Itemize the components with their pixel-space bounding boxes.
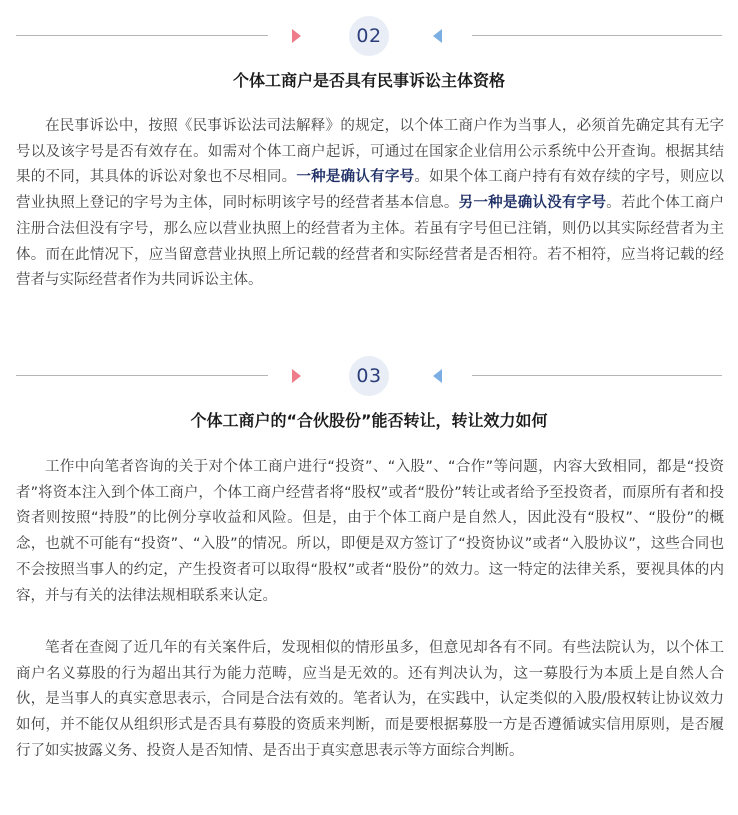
divider-line-left <box>16 35 268 36</box>
paragraph-text: 。若此个体工商户注册合法但没有字号，那么应以营业执照上的经营者为主体。若虽有字号但已注销，则仍以其实际经营者为主体。而在此情况下，应当留意营业执照上所记载的经营者和实际经营者是否相符。若不相符，应当将记载的经营者与实际经营者作为共同诉讼主体。 <box>16 195 725 289</box>
divider-line-right <box>472 375 722 376</box>
divider-line-right <box>472 35 722 36</box>
paragraph-text: 。如果个体工商户持有有效存续的字号，则应以营业执照上登记的字号为主体，同时标明该字号的经营者基本信息。 <box>16 169 725 212</box>
emphasis-has-name: 一种是确认有字号 <box>296 169 415 186</box>
section-03-paragraph-1: 工作中向笔者咨询的关于对个体工商户进行“投资”、“入股”、“合作”等问题，内容大致相同，都是“投资者”将资本注入到个体工商户，个体工商户经营者将“股权”或者“股份”转让或者给予至投资者，而原所有者和投资者则按照“持股”的比例分享收益和风险。但是，由于个体工商户是自然人，因此没有“股权”、“股份”的概念，也就不可能有“投资”、“入股”的情况。所以，即便是双方签订了“投资协议”或者“入股协议”，这些合同也不会按照当事人的约定，产生投资者可以取得“股权”或者“股份”的效力。这一特定的法律关系，要视具体的内容，并与有关的法律法规相联系来认定。 <box>16 459 724 604</box>
section-03-divider <box>0 356 738 396</box>
pink-triangle-icon <box>292 29 301 43</box>
section-02-divider <box>0 16 738 56</box>
paragraph-text: 在民事诉讼中，按照《民事诉讼法司法解释》的规定，以个体工商户作为当事人，必须首先确定其有无字号以及该字号是否有效存在。如需对个体工商户起诉，可通过在国家企业信用公示系统中公开查询。根据其结果的不同，其具体的诉讼对象也不尽相同。 <box>16 118 724 186</box>
blue-triangle-icon <box>433 29 442 43</box>
section-number-badge: 03 <box>349 356 389 396</box>
section-number-badge: 02 <box>349 16 389 56</box>
emphasis-no-name: 另一种是确认没有字号 <box>458 195 607 212</box>
divider-line-left <box>16 375 268 376</box>
section-03-title: 个体工商户的“合伙股份”能否转让，转让效力如何 <box>190 411 548 430</box>
section-03-paragraph-2: 笔者在查阅了近几年的有关案件后，发现相似的情形虽多，但意见却各有不同。有些法院认为，以个体工商户名义募股的行为超出其行为能力范畴，应当是无效的。还有判决认为，这一募股行为本质上是自然人合伙，是当事人的真实意思表示，合同是合法有效的。笔者认为，在实践中，认定类似的入股/股权转让协议效力如何，并不能仅从组织形式是否具有募股的资质来判断，而是要根据募股一方是否遵循诚实信用原则，是否履行了如实披露义务、投资人是否知情、是否出于真实意思表示等方面综合判断。 <box>16 640 724 759</box>
section-02-paragraph <box>16 114 724 294</box>
section-02-title: 个体工商户是否具有民事诉讼主体资格 <box>232 71 505 90</box>
pink-triangle-icon <box>292 369 301 383</box>
blue-triangle-icon <box>433 369 442 383</box>
